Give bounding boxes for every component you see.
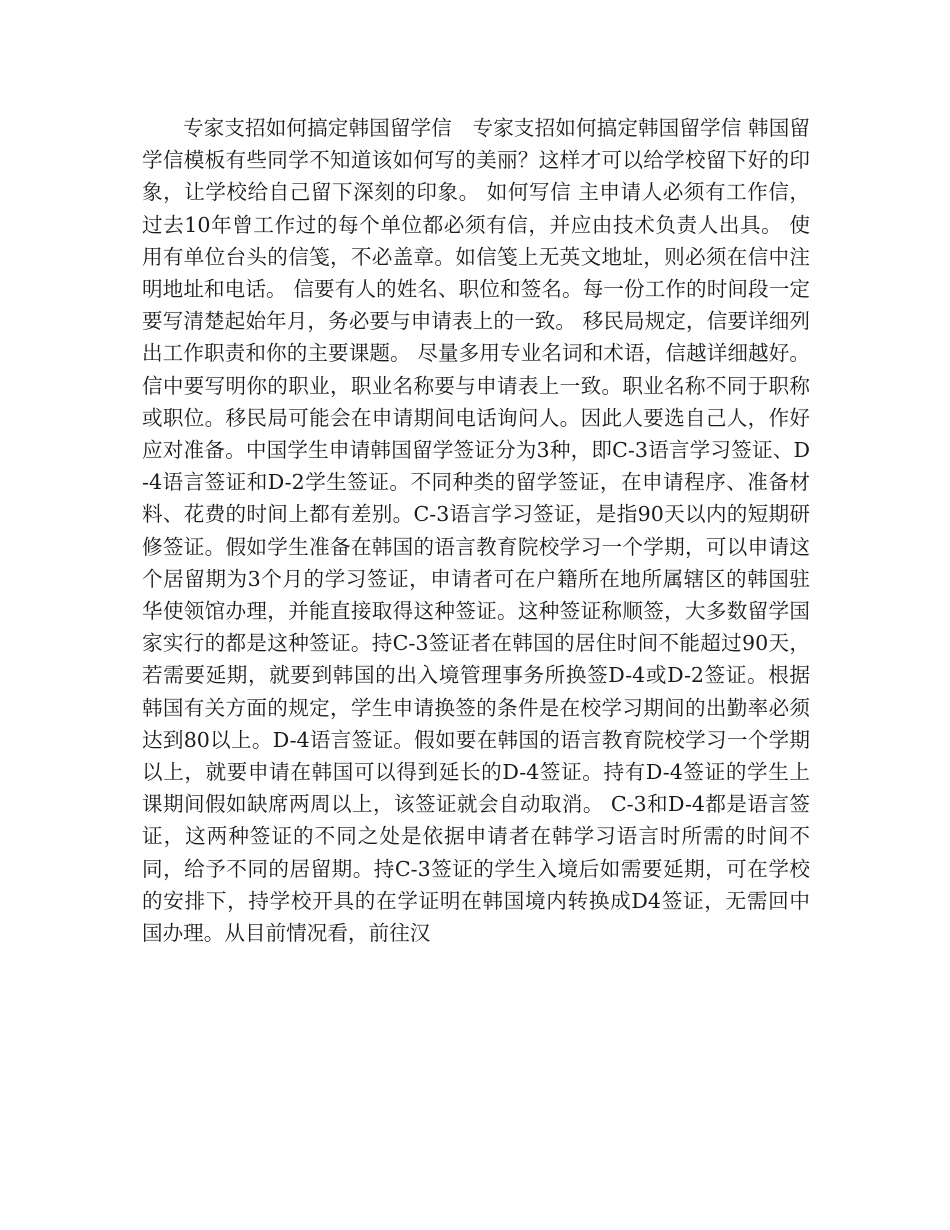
body-paragraph: 专家支招如何搞定韩国留学信 专家支招如何搞定韩国留学信 韩国留学信模板有些同学不知道该如何写的美丽？这样才可以给学校留下好的印象，让学校给自己留下深刻的印象。 如何写信 主申请人必须有工作信，过去10年曾工作过的每个单位都必须有信，并应由技术负责人出具。 使用有单位台头的信笺，不必盖章。如信笺上无英文地址，则必须在信中注明地址和电话。 信要有人的姓名、职位和签名。每一份工作的时间段一定要写清楚起始年月，务必要与申请表上的一致。 移民局规定，信要详细列出工作职责和你的主要课题。 尽量多用专业名词和术语，信越详细越好。 信中要写明你的职业，职业名称要与申请表上一致。职业名称不同于职称或职位。移民局可能会在申请期间电话询问人。因此人要选自己人，作好应对准备。中国学生申请韩国留学签证分为3种，即C-3语言学习签证、D-4语言签证和D-2学生签证。不同种类的留学签证，在申请程序、准备材料、花费的时间上都有差别。C-3语言学习签证，是指90天以内的短期研修签证。假如学生准备在韩国的语言教育院校学习一个学期，可以申请这个居留期为3个月的学习签证，申请者可在户籍所在地所属辖区的韩国驻华使领馆办理，并能直接取得这种签证。这种签证称顺签，大多数留学国家实行的都是这种签证。持C-3签证者在韩国的居住时间不能超过90天，若需要延期，就要到韩国的出入境管理事务所换签D-4或D-2签证。根据韩国有关方面的规定，学生申请换签的条件是在校学习期间的出勤率必须达到80以上。D-4语言签证。假如要在韩国的语言教育院校学习一个学期以上，就要申请在韩国可以得到延长的D-4签证。持有D-4签证的学生上课期间假如缺席两周以上，该签证就会自动取消。 C-3和D-4都是语言签证，这两种签证的不同之处是依据申请者在韩学习语言时所需的时间不同，给予不同的居留期。持C-3签证的学生入境后如需要延期，可在学校的安排下，持学校开具的在学证明在韩国境内转换成D4签证，无需回中国办理。从目前情况看，前往汉 — [142, 116, 810, 946]
